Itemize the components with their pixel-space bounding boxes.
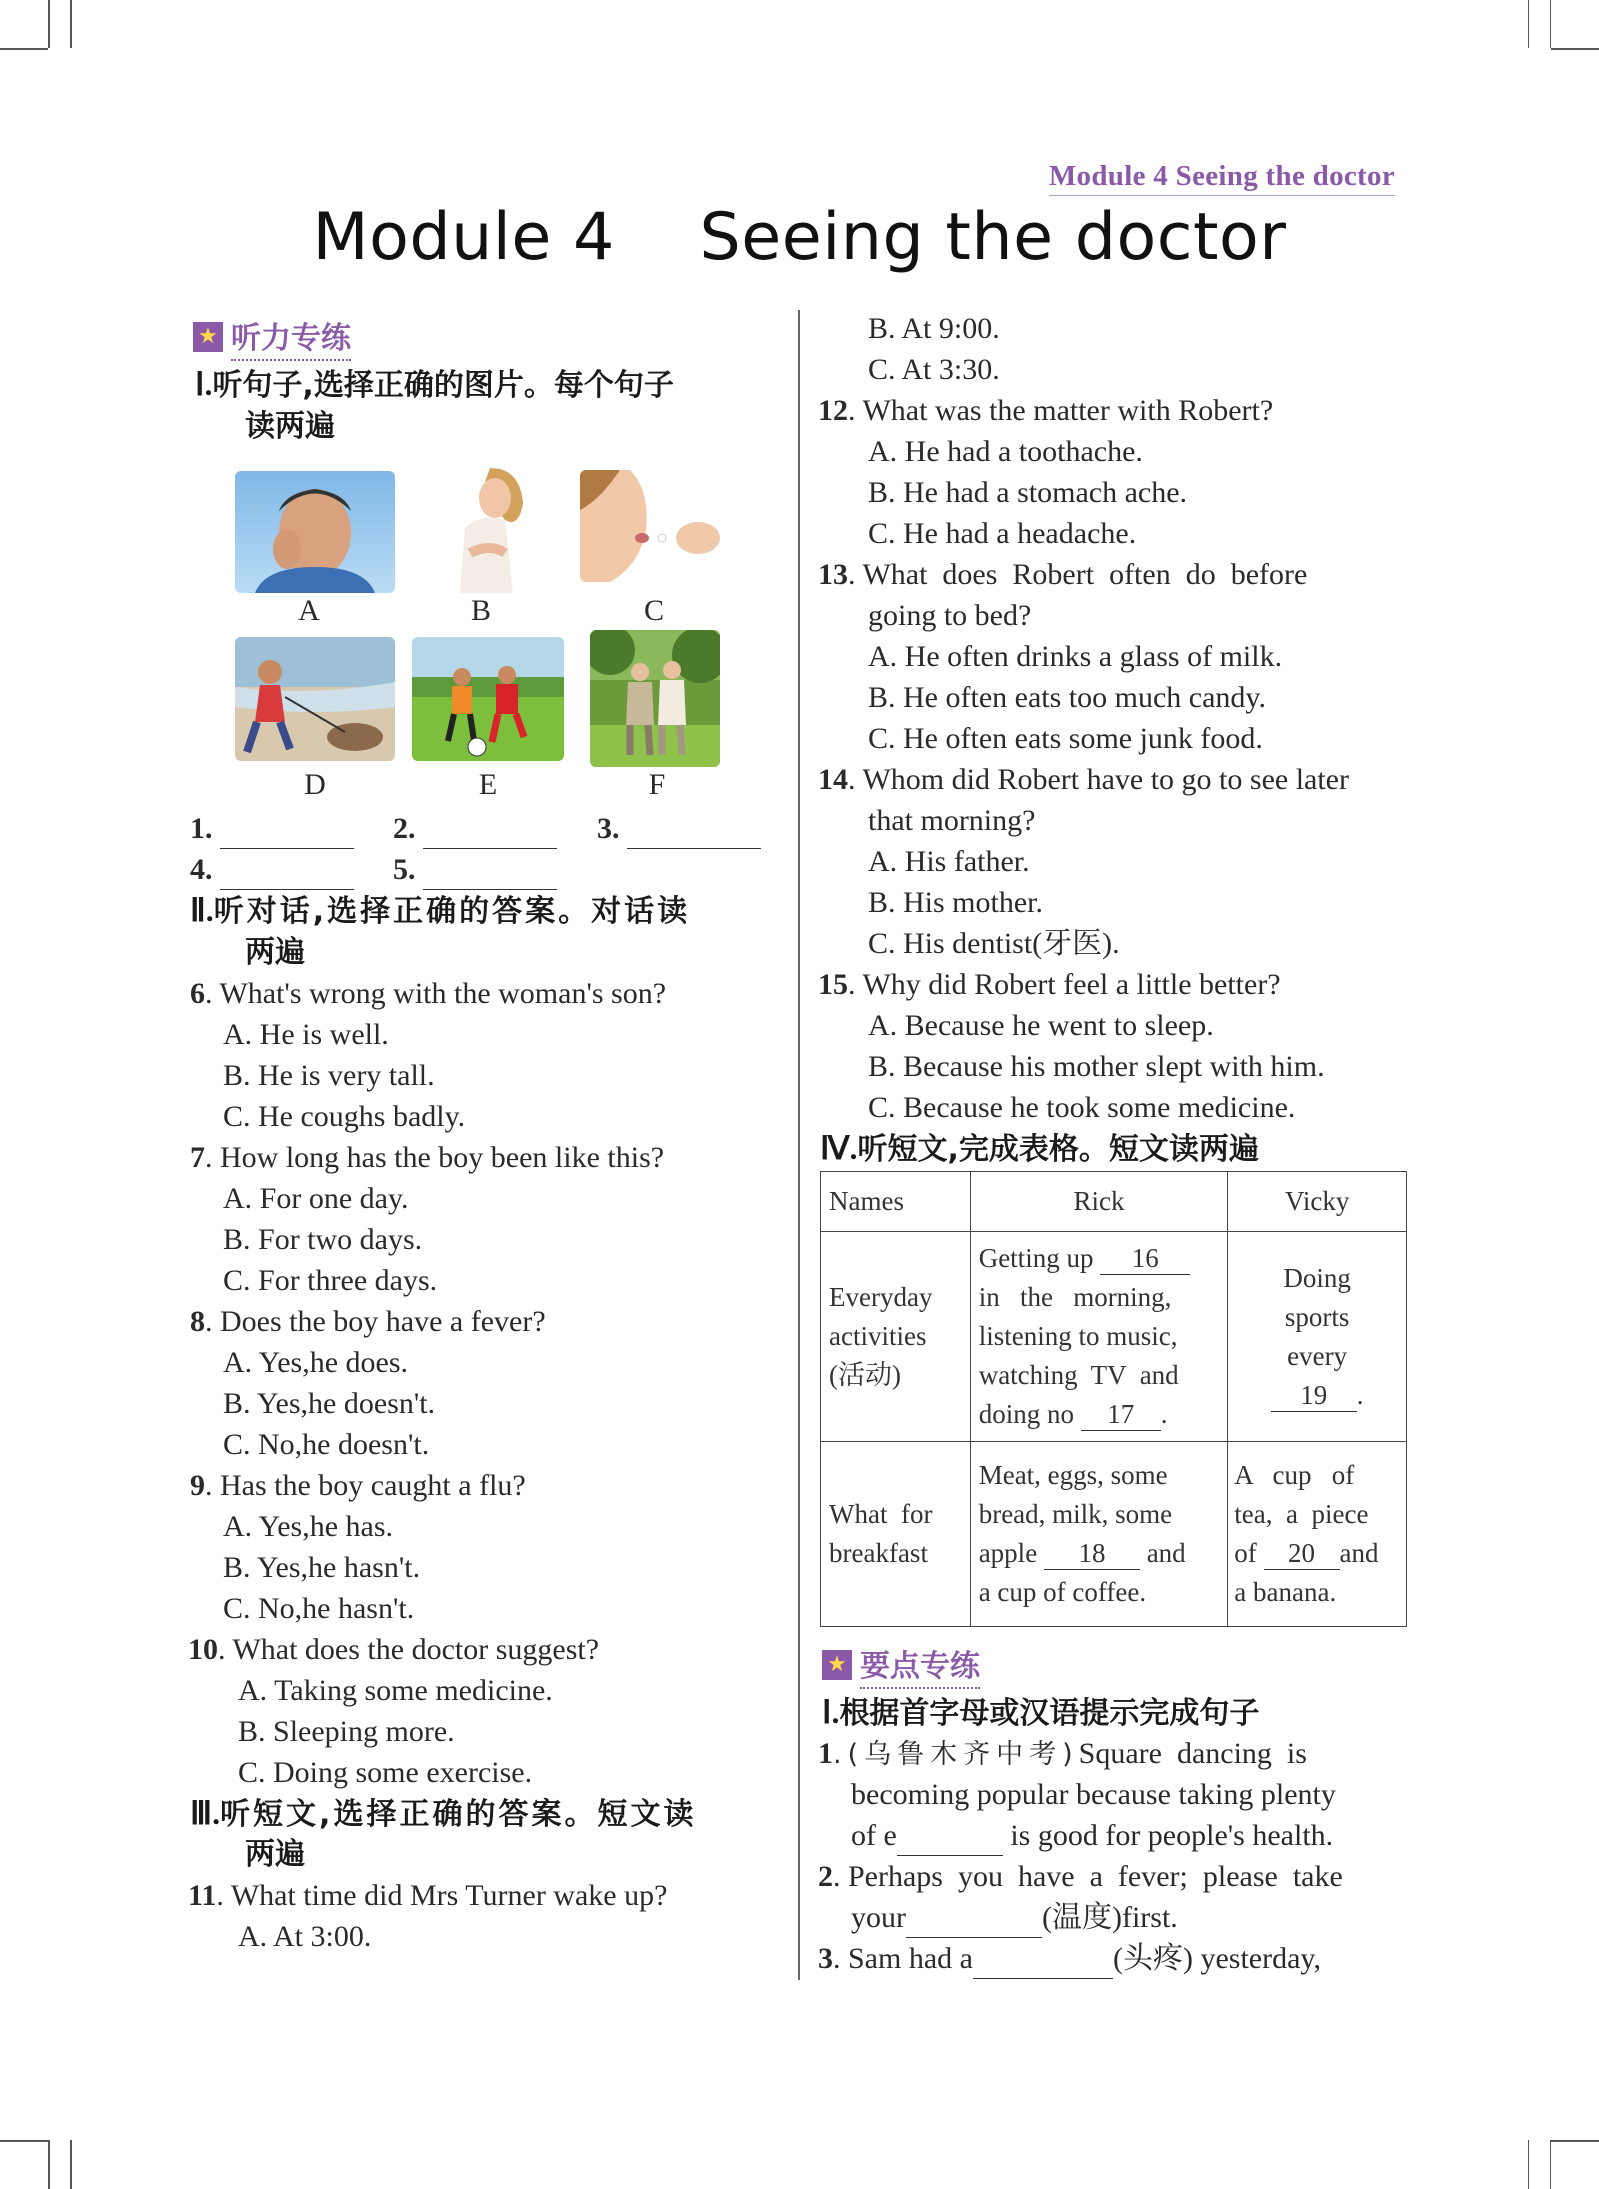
question-8: 8. Does the boy have a fever? bbox=[190, 1305, 546, 1338]
answer-blank-2[interactable]: 2. bbox=[393, 808, 557, 849]
question-7: 7. How long has the boy been like this? bbox=[190, 1141, 665, 1174]
star-icon: ★ bbox=[822, 1650, 852, 1680]
crop-mark bbox=[1550, 2140, 1552, 2189]
option-15a[interactable]: A. Because he went to sleep. bbox=[868, 1009, 1214, 1042]
page-title: Module 4 Seeing the doctor bbox=[312, 200, 1287, 275]
question-9: 9. Has the boy caught a flu? bbox=[190, 1469, 526, 1502]
question-13-cont: going to bed? bbox=[868, 599, 1032, 632]
option-9c[interactable]: C. No,he hasn't. bbox=[223, 1592, 415, 1625]
option-7b[interactable]: B. For two days. bbox=[223, 1223, 423, 1256]
option-15b[interactable]: B. Because his mother slept with him. bbox=[868, 1050, 1325, 1083]
picture-label-f: F bbox=[648, 768, 666, 801]
option-9a[interactable]: A. Yes,he has. bbox=[223, 1510, 394, 1543]
picture-label-d: D bbox=[304, 768, 326, 801]
crop-mark bbox=[1528, 0, 1530, 48]
table-row-label-activities: Everyday activities (活动) bbox=[821, 1232, 971, 1442]
table-cell-rick-breakfast: Meat, eggs, some bread, milk, some apple 18 and a cup of coffee. bbox=[970, 1442, 1228, 1627]
table-cell-vicky-breakfast: A cup of tea, a piece of 20 and a banana. bbox=[1228, 1442, 1407, 1627]
option-9b[interactable]: B. Yes,he hasn't. bbox=[223, 1551, 421, 1584]
keypoint-2: 2. Perhaps you have a fever; please take bbox=[818, 1860, 1343, 1893]
option-14b[interactable]: B. His mother. bbox=[868, 886, 1044, 919]
picture-f bbox=[590, 630, 720, 767]
option-6b[interactable]: B. He is very tall. bbox=[223, 1059, 435, 1092]
answer-blank-5[interactable]: 5. bbox=[393, 849, 557, 890]
badge-label: 听力专练 bbox=[231, 313, 351, 361]
option-11a[interactable]: A. At 3:00. bbox=[238, 1920, 372, 1953]
option-10b[interactable]: B. Sleeping more. bbox=[238, 1715, 455, 1748]
crop-mark bbox=[0, 48, 48, 50]
option-7c[interactable]: C. For three days. bbox=[223, 1264, 438, 1297]
badge-label: 要点专练 bbox=[860, 1641, 980, 1689]
section-4-heading: Ⅳ.听短文,完成表格。短文读两遍 bbox=[820, 1130, 1259, 1167]
table-blank-17[interactable]: 17 bbox=[1081, 1398, 1161, 1431]
column-divider bbox=[798, 310, 800, 1980]
answer-blank-1[interactable]: 1. bbox=[190, 808, 354, 849]
question-6: 6. What's wrong with the woman's son? bbox=[190, 977, 667, 1010]
crop-mark bbox=[70, 2140, 72, 2189]
question-10: 10. What does the doctor suggest? bbox=[188, 1633, 600, 1666]
option-13c[interactable]: C. He often eats some junk food. bbox=[868, 722, 1263, 755]
picture-d bbox=[235, 637, 395, 761]
option-13a[interactable]: A. He often drinks a glass of milk. bbox=[868, 640, 1283, 673]
section-1-heading bbox=[195, 364, 674, 406]
keypoints-section-heading: Ⅰ.根据首字母或汉语提示完成句子 bbox=[822, 1694, 1260, 1731]
crop-mark bbox=[1528, 2140, 1530, 2189]
question-14-cont: that morning? bbox=[868, 804, 1036, 837]
option-15c[interactable]: C. Because he took some medicine. bbox=[868, 1091, 1296, 1124]
crop-mark bbox=[70, 0, 72, 48]
fill-blank-exercise[interactable] bbox=[897, 1825, 1003, 1856]
option-10a[interactable]: A. Taking some medicine. bbox=[238, 1674, 553, 1707]
crop-mark bbox=[1550, 0, 1552, 48]
section-number: Ⅰ. bbox=[195, 366, 213, 402]
crop-mark bbox=[48, 0, 50, 48]
picture-label-b: B bbox=[470, 594, 491, 627]
option-11c[interactable]: C. At 3:30. bbox=[868, 353, 1000, 386]
crop-mark bbox=[1551, 2140, 1599, 2142]
option-14c[interactable]: C. His dentist(牙医). bbox=[868, 927, 1120, 960]
option-12a[interactable]: A. He had a toothache. bbox=[868, 435, 1143, 468]
star-icon: ★ bbox=[193, 322, 223, 352]
option-6a[interactable]: A. He is well. bbox=[223, 1018, 389, 1051]
table-header-names: Names bbox=[821, 1172, 971, 1232]
question-14: 14. Whom did Robert have to go to see later bbox=[818, 763, 1349, 796]
table-header-vicky: Vicky bbox=[1228, 1172, 1407, 1232]
fill-blank-headache[interactable] bbox=[973, 1948, 1113, 1979]
picture-label-c: C bbox=[643, 594, 664, 627]
option-7a[interactable]: A. For one day. bbox=[223, 1182, 409, 1215]
section-2-heading-cont: 两遍 bbox=[245, 935, 305, 970]
option-10c[interactable]: C. Doing some exercise. bbox=[238, 1756, 533, 1789]
table-blank-18[interactable]: 18 bbox=[1044, 1537, 1140, 1570]
table-header-rick: Rick bbox=[970, 1172, 1228, 1232]
section-2-heading: Ⅱ.听对话,选择正确的答案。对话读 bbox=[190, 892, 691, 929]
listening-badge bbox=[193, 313, 351, 361]
keypoints-badge bbox=[822, 1641, 980, 1689]
table-blank-16[interactable]: 16 bbox=[1100, 1242, 1190, 1275]
table-cell-rick-activities: Getting up 16 in the morning, listening to music, watching TV and doing no 17 . bbox=[970, 1232, 1228, 1442]
picture-c bbox=[580, 470, 725, 582]
option-6c[interactable]: C. He coughs badly. bbox=[223, 1100, 466, 1133]
table-row-label-breakfast: What for breakfast bbox=[821, 1442, 971, 1627]
answer-blank-3[interactable]: 3. bbox=[597, 808, 761, 849]
keypoint-2-line2: your (温度)first. bbox=[851, 1897, 1178, 1938]
picture-label-e: E bbox=[478, 768, 498, 801]
option-8b[interactable]: B. Yes,he doesn't. bbox=[223, 1387, 436, 1420]
option-12c[interactable]: C. He had a headache. bbox=[868, 517, 1137, 550]
question-15: 15. Why did Robert feel a little better? bbox=[818, 968, 1281, 1001]
section-3-heading: Ⅲ.听短文,选择正确的答案。短文读 bbox=[190, 1795, 697, 1832]
table-blank-20[interactable]: 20 bbox=[1264, 1537, 1340, 1570]
section-3-heading-cont: 两遍 bbox=[245, 1837, 305, 1872]
crop-mark bbox=[48, 2140, 50, 2189]
keypoint-1-line3: of e is good for people's health. bbox=[851, 1815, 1333, 1856]
picture-b bbox=[435, 458, 535, 593]
option-14a[interactable]: A. His father. bbox=[868, 845, 1030, 878]
keypoint-1-line2: becoming popular because taking plenty bbox=[851, 1778, 1336, 1811]
question-13: 13. What does Robert often do before bbox=[818, 558, 1308, 591]
question-11: 11. What time did Mrs Turner wake up? bbox=[188, 1879, 668, 1912]
option-11b[interactable]: B. At 9:00. bbox=[868, 312, 1000, 345]
running-header: Module 4 Seeing the doctor bbox=[1049, 160, 1395, 196]
picture-label-a: A bbox=[298, 594, 320, 627]
option-12b[interactable]: B. He had a stomach ache. bbox=[868, 476, 1188, 509]
picture-a bbox=[235, 471, 395, 593]
table-cell-vicky-activities: Doing sports every 19 . bbox=[1228, 1232, 1407, 1442]
picture-e bbox=[412, 637, 564, 761]
keypoint-3: 3. Sam had a (头疼) yesterday, bbox=[818, 1938, 1321, 1979]
keypoint-1: 1.(乌鲁木齐中考)Square dancing is bbox=[818, 1737, 1307, 1770]
table-blank-19[interactable]: 19 bbox=[1271, 1379, 1357, 1412]
listening-table bbox=[820, 1171, 1407, 1627]
question-12: 12. What was the matter with Robert? bbox=[818, 394, 1274, 427]
crop-mark bbox=[1551, 48, 1599, 50]
crop-mark bbox=[0, 2140, 48, 2142]
fill-blank-temperature[interactable] bbox=[906, 1907, 1042, 1938]
answer-blank-4[interactable]: 4. bbox=[190, 849, 354, 890]
section-text: 听句子,选择正确的图片。每个句子 bbox=[212, 368, 674, 403]
option-8a[interactable]: A. Yes,he does. bbox=[223, 1346, 409, 1379]
section-1-heading-cont: 读两遍 bbox=[245, 409, 335, 444]
option-8c[interactable]: C. No,he doesn't. bbox=[223, 1428, 430, 1461]
option-13b[interactable]: B. He often eats too much candy. bbox=[868, 681, 1266, 714]
